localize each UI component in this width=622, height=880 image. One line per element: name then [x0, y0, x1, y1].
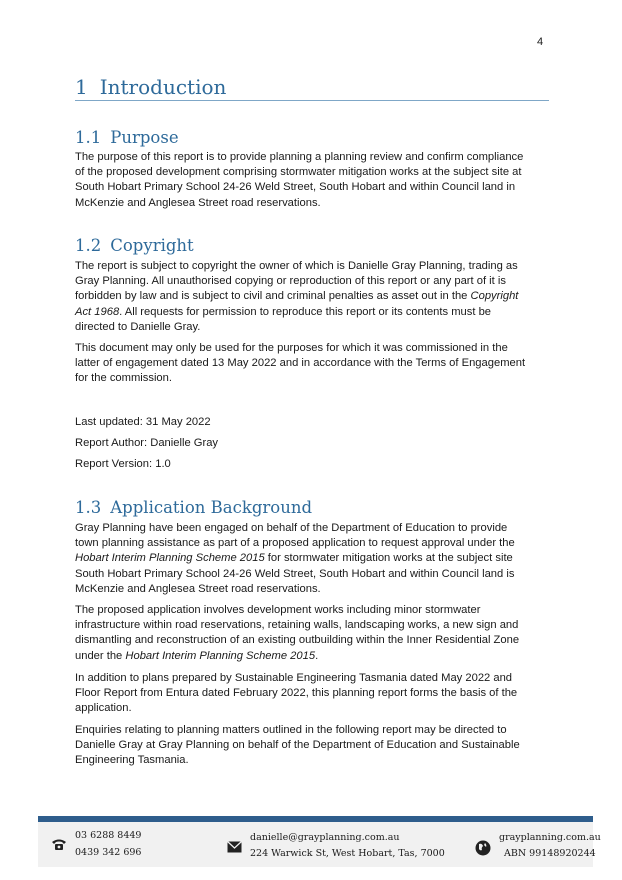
subsection-heading-purpose: [75, 128, 179, 147]
subsection-number: 1.1: [75, 128, 102, 147]
act-title-italic: Act 1968: [75, 305, 120, 318]
envelope-icon: [227, 841, 242, 853]
subsection-title: Copyright: [110, 236, 194, 255]
act-title-italic: Copyright: [470, 290, 519, 303]
globe-icon: [475, 840, 491, 856]
website-url: grayplanning.com.au: [499, 832, 601, 843]
text-line: Gray Planning. All unauthorised copying or reproduction of this report or any part of it is: [75, 275, 506, 288]
text-line: [75, 551, 553, 566]
phone-number-office: 03 6288 8449: [75, 830, 142, 841]
page-number: 4: [537, 36, 544, 48]
text-line: Enquiries relating to planning matters outlined in the following report may be directed to: [75, 724, 507, 736]
purpose-paragraph: [75, 150, 553, 211]
text-line: The purpose of this report is to provide planning a planning review and confirm compliance: [75, 151, 524, 163]
section-heading-introduction: [75, 75, 549, 101]
text-line: Gray Planning have been engaged on behalf of the Department of Education to provide: [75, 522, 508, 534]
subsection-number: 1.2: [75, 236, 102, 255]
text-run: forbidden by law and is subject to civil and criminal penalties as asset out in the: [75, 290, 471, 303]
subsection-heading-background: [75, 498, 312, 517]
phone-number-mobile: 0439 342 696: [75, 847, 142, 858]
text-line: Danielle Gray at Gray Planning on behalf of the Department of Education and Sustainable: [75, 739, 520, 752]
subsection-title: Application Background: [110, 498, 313, 517]
postal-address: 224 Warwick St, West Hobart, Tas, 7000: [250, 848, 445, 859]
text-line: infrastructure within road reservations, retaining walls, landscaping works, a new sign and: [75, 619, 519, 632]
background-paragraph-4: [75, 723, 553, 769]
text-line: McKenzie and Anglesea Street road reservations.: [75, 196, 321, 209]
text-line: South Hobart Primary School 24-26 Weld Street, South Hobart and within Council land is: [75, 567, 515, 580]
text-run: . All requests for permission to reproduce this report or its contents must be: [119, 305, 492, 318]
text-run: under the: [75, 649, 126, 662]
scheme-title-italic: Hobart Interim Planning Scheme 2015: [75, 552, 265, 565]
subsection-number: 1.3: [75, 498, 102, 517]
abn-number: ABN 99148920244: [504, 848, 596, 859]
text-line: dismantling and reconstruction of an existing outbuilding within the Inner Residential Zone: [75, 634, 520, 647]
text-line: [75, 289, 553, 304]
text-line: for the commission.: [75, 372, 172, 385]
text-line: town planning assistance as part of a proposed application to request approval under the: [75, 537, 515, 550]
section-number: 1: [75, 75, 88, 99]
footer: [38, 822, 593, 867]
background-paragraph-3: [75, 671, 553, 717]
text-line: In addition to plans prepared by Sustainable Engineering Tasmania dated May 2022 and: [75, 672, 513, 684]
text-line: Floor Report from Entura dated February 2022, this planning report forms the basis of the: [75, 687, 518, 700]
text-line: The report is subject to copyright the owner of which is Danielle Gray Planning, trading as: [75, 260, 518, 272]
scheme-title-italic: Hobart Interim Planning Scheme 2015: [125, 649, 316, 662]
background-paragraph-1: [75, 521, 553, 597]
text-line: [75, 649, 553, 664]
text-run: .: [315, 649, 319, 662]
report-author: Report Author: Danielle Gray: [75, 437, 219, 449]
background-paragraph-2: [75, 603, 553, 664]
phone-icon: [51, 837, 67, 851]
text-line: application.: [75, 702, 132, 715]
text-line: directed to Danielle Gray.: [75, 320, 201, 333]
text-line: This document may only be used for the purposes for which it was commissioned in the: [75, 342, 508, 354]
text-line: latter of engagement dated 13 May 2022 and in accordance with the Terms of Engagement: [75, 357, 526, 370]
copyright-paragraph-1: [75, 259, 553, 335]
text-line: Engineering Tasmania.: [75, 754, 189, 767]
subsection-title: Purpose: [110, 128, 179, 147]
copyright-paragraph-2: [75, 341, 553, 387]
text-line: McKenzie and Anglesea Street road reservations.: [75, 582, 321, 595]
email-address: danielle@grayplanning.com.au: [250, 832, 400, 843]
text-line: [75, 305, 553, 320]
text-line: South Hobart Primary School 24-26 Weld Street, South Hobart and within Council land in: [75, 181, 516, 194]
last-updated: Last updated: 31 May 2022: [75, 416, 211, 428]
report-version: Report Version: 1.0: [75, 458, 171, 470]
text-line: of the proposed development comprising stormwater mitigation works at the subject site at: [75, 166, 522, 179]
text-line: The proposed application involves development works including minor stormwater: [75, 604, 481, 616]
text-run: for stormwater mitigation works at the subject site: [264, 552, 513, 565]
section-title: Introduction: [99, 75, 227, 99]
subsection-heading-copyright: [75, 236, 194, 255]
